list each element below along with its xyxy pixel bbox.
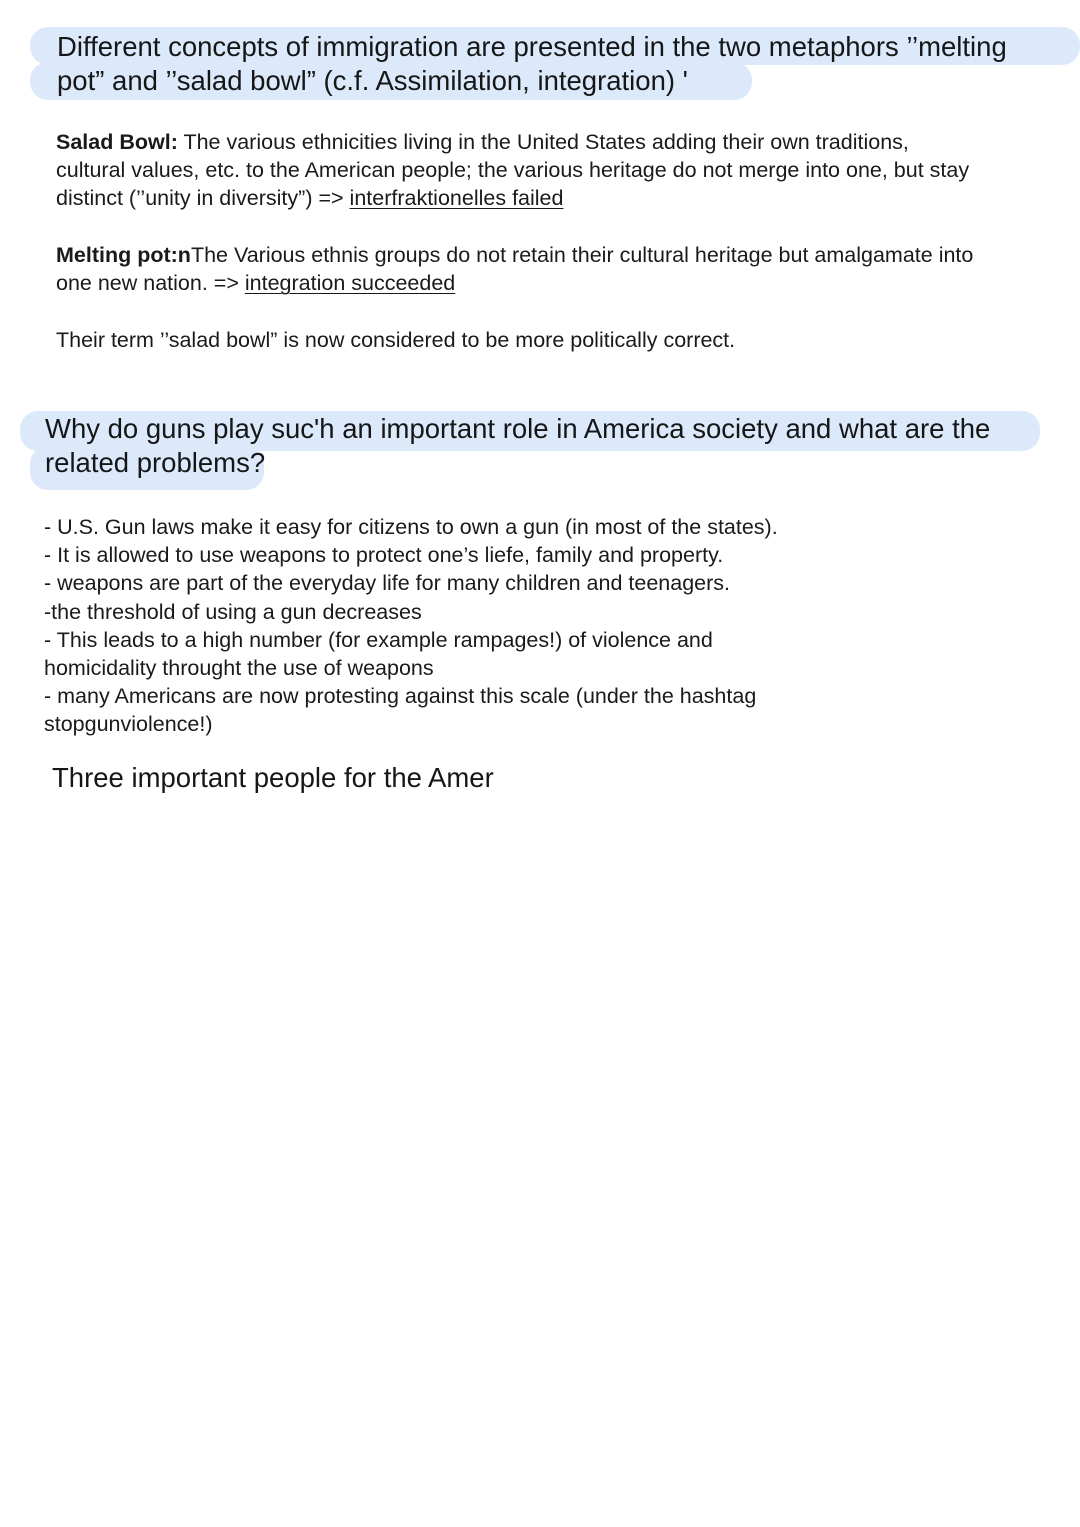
salad-bowl-paragraph: [56, 128, 969, 213]
melting-pot-text-1: The Various ethnis groups do not retain their cultural heritage but amalgamate into: [190, 243, 974, 267]
list-item: -the threshold of using a gun decreases: [44, 599, 422, 624]
list-item: - many Americans are now protesting against this scale (under the hashtag: [44, 684, 757, 709]
section-2-heading-line-2: related problems?: [45, 447, 266, 478]
list-item: homicidality throught the use of weapons: [44, 656, 434, 681]
melting-pot-label: Melting pot:n: [56, 243, 191, 267]
salad-bowl-text-1: The various ethnicities living in the United States adding their own traditions,: [177, 130, 909, 154]
salad-bowl-conclusion: interfraktionelles failed: [349, 186, 564, 211]
section-3-heading: Three important people for the Amer: [52, 762, 494, 793]
melting-pot-conclusion: integration succeeded: [244, 271, 456, 296]
section-1-heading-line-1: Different concepts of immigration are presented in the two metaphors ’’melting: [57, 31, 1007, 62]
list-item: stopgunviolence!): [44, 712, 213, 737]
melting-pot-text-2: one new nation. =>: [56, 271, 245, 296]
section-1-heading-line-2: pot” and ’’salad bowl” (c.f. Assimilation, integration) ': [57, 65, 688, 96]
list-item: - This leads to a high number (for example rampages!) of violence and: [44, 627, 713, 652]
melting-pot-paragraph: [56, 241, 973, 297]
gun-problems-list: [44, 513, 778, 739]
salad-bowl-note: Their term ’’salad bowl” is now considered to be more politically correct.: [56, 328, 736, 352]
salad-bowl-label: Salad Bowl:: [56, 130, 178, 154]
section-2-heading-line-1: Why do guns play suc'h an important role in America society and what are the: [45, 413, 991, 444]
salad-bowl-text-2: cultural values, etc. to the American people; the various heritage do not merge into one, but stay: [56, 158, 970, 183]
list-item: - It is allowed to use weapons to protect one’s liefe, family and property.: [44, 543, 724, 568]
list-item: - weapons are part of the everyday life for many children and teenagers.: [44, 571, 730, 596]
salad-bowl-text-3: distinct (’’unity in diversity”) =>: [56, 186, 350, 211]
list-item: - U.S. Gun laws make it easy for citizens to own a gun (in most of the states).: [44, 515, 778, 539]
